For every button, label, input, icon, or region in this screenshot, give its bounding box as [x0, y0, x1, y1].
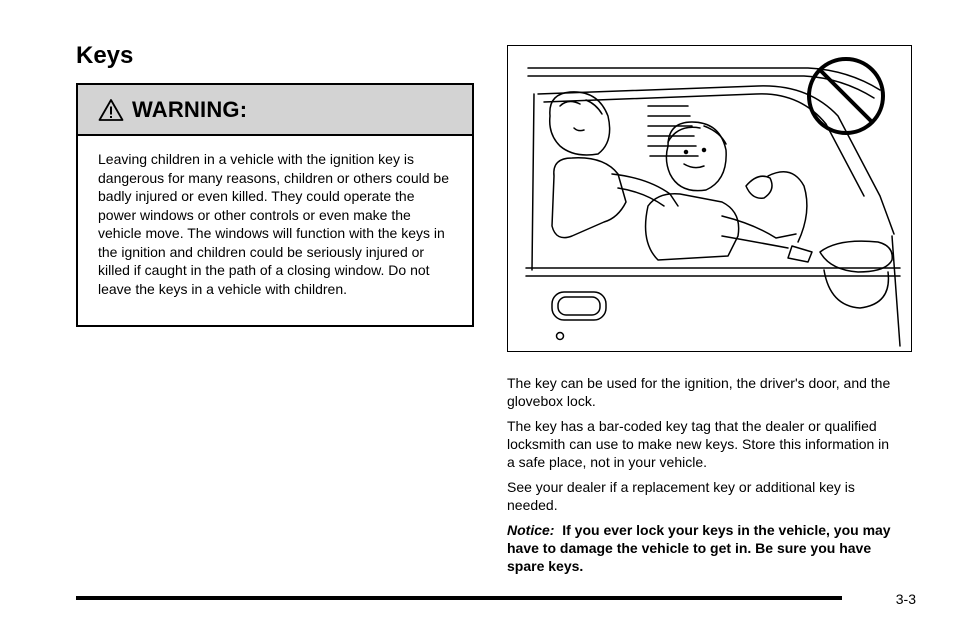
paragraph-key-uses: The key can be used for the ignition, the driver's door, and the glovebox lock.	[507, 375, 891, 409]
section-title: Keys	[76, 42, 134, 69]
notice-paragraph	[507, 521, 899, 575]
notice-label: Notice:	[507, 522, 555, 538]
warning-text: Leaving children in a vehicle with the ignition key is dangerous for many reasons, children or others could be badly injured or even killed. They could operate the power windows or other controls or even make the vehicle move. The windows will function with the keys in the ignition and children could be seriously injured or killed if caught in the path of a closing window. Do not leave the keys in a vehicle with children.	[98, 151, 449, 297]
warning-header	[78, 85, 472, 136]
children-in-car-illustration	[507, 45, 912, 352]
page-number: 3-3	[895, 591, 916, 607]
warning-box	[76, 83, 474, 327]
paragraph-replacement-key: See your dealer if a replacement key or additional key is needed.	[507, 479, 855, 513]
warning-label: WARNING:	[132, 96, 248, 122]
key-description	[507, 374, 899, 582]
paragraph-key-tag: The key has a bar-coded key tag that the dealer or qualified locksmith can use to make new keys. Store this information in a safe place, not in your vehicle.	[507, 418, 890, 470]
notice-text: If you ever lock your keys in the vehicle, you may have to damage the vehicle to get in. Be sure you have spare keys.	[507, 522, 891, 574]
footer-rule	[76, 596, 842, 600]
warning-triangle-icon	[98, 98, 124, 122]
